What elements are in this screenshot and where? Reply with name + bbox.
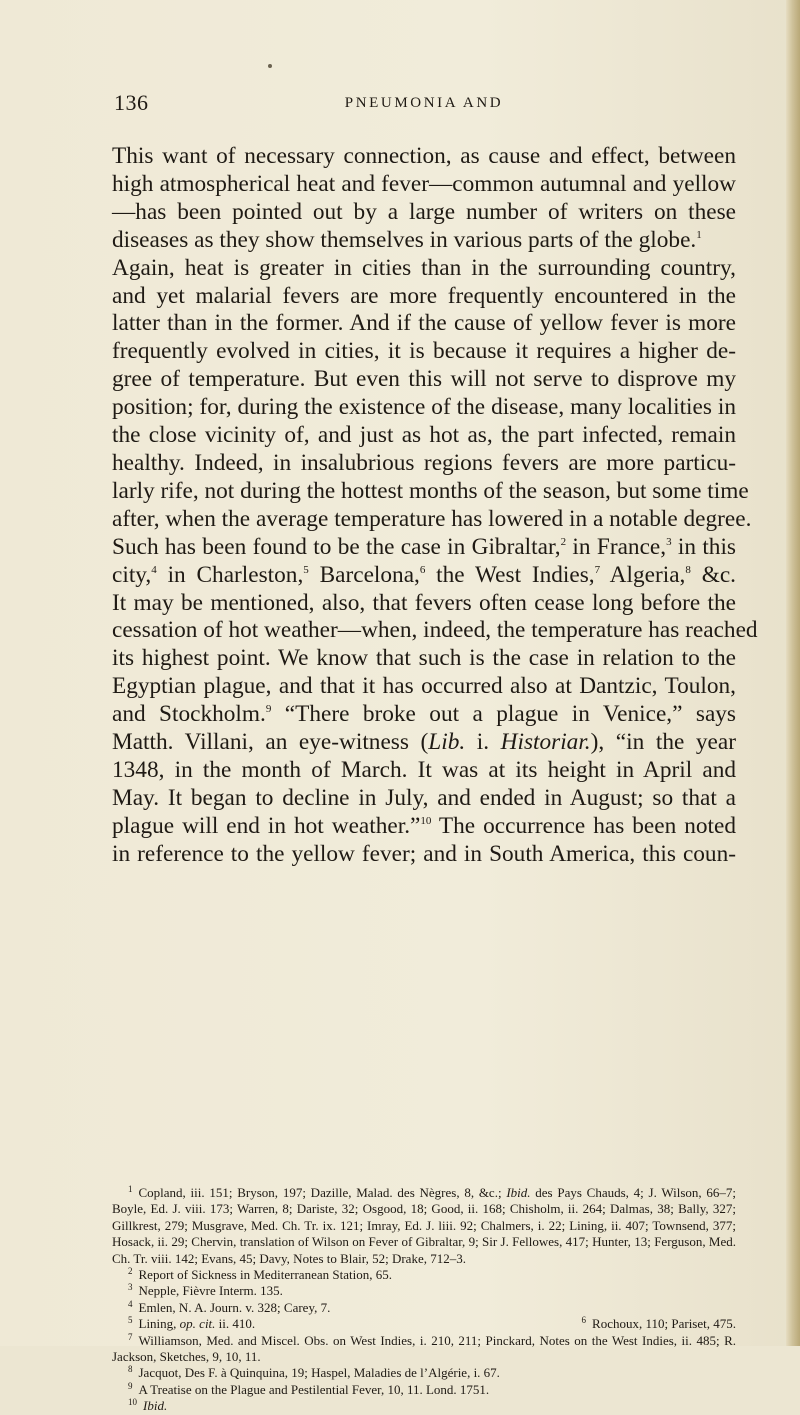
running-head: PNEUMONIA AND — [344, 95, 504, 111]
text-line: and yet malarial fevers are more frequently encountered in the — [112, 282, 736, 309]
text-run: in France, — [566, 533, 667, 560]
footnote-mark: 6 — [581, 1315, 587, 1326]
text-run: Algeria, — [600, 561, 686, 588]
footnote-text: Jacquot, Des F. à Quinquina, 19; Haspel, Maladies de l’Algérie, i. 67. — [138, 1365, 500, 1381]
footnote — [128, 1316, 255, 1332]
text-line: May. It began to decline in July, and ended in August; so that a — [112, 784, 736, 811]
paper-speck — [268, 64, 272, 68]
text-line: its highest point. We know that such is the case in relation to the — [112, 645, 736, 672]
text-line: after, when the average temperature has lowered in a notable degree. — [112, 505, 752, 532]
footnote-mark: 5 — [128, 1315, 133, 1326]
footnote-text: Copland, iii. 151; Bryson, 197; Dazille, Malad. des Nègres, 8, &c.; — [138, 1185, 507, 1200]
footnote-mark: 4 — [128, 1298, 133, 1309]
text-run: diseases as they show themselves in various parts of the globe. — [112, 226, 697, 253]
footnote-text: Nepple, Fièvre Interm. 135. — [138, 1283, 283, 1299]
text-line: It may be mentioned, also, that fevers often cease long before the — [112, 589, 736, 616]
page-number: 136 — [114, 90, 149, 115]
text-line: This want of necessary connection, as cause and effect, between — [112, 143, 736, 169]
footnote-text: Emlen, N. A. Journ. v. 328; Carey, 7. — [138, 1299, 331, 1315]
footnote-ref: 10 — [420, 814, 432, 827]
text-run: city, — [112, 561, 152, 588]
footnote-ref: 8 — [685, 563, 691, 576]
text-line: cessation of hot weather—when, indeed, the temperature has reached — [112, 617, 758, 644]
footnote-mark: 1 — [128, 1184, 133, 1194]
italic-title: Historiar. — [500, 729, 591, 756]
text-run: in Charleston, — [156, 561, 304, 588]
text-line: gree of temperature. But even this will not serve to disprove my — [112, 366, 736, 393]
footnote — [112, 1365, 736, 1381]
text-run: plague will end in hot weather.” — [112, 812, 421, 839]
footnote-ref: 3 — [666, 535, 672, 548]
text-run: in this — [671, 533, 736, 560]
text-line: in reference to the yellow fever; and in South America, this coun- — [112, 840, 736, 867]
text-line: Again, heat is greater in cities than in the surrounding country, — [112, 254, 736, 281]
footnote-mark: 7 — [128, 1331, 133, 1342]
footnote-ref: 6 — [419, 563, 426, 576]
text-run: Such has been found to be the case in Gibraltar, — [112, 533, 561, 560]
footnote-text: Lining, — [138, 1316, 180, 1332]
text-line: Egyptian plague, and that it has occurred also at Dantzic, Toulon, — [112, 673, 736, 700]
text-line — [112, 227, 736, 255]
footnote — [582, 1316, 736, 1332]
footnote-mark: 2 — [128, 1266, 133, 1277]
footnote-mark: 9 — [128, 1380, 133, 1391]
text-line — [112, 729, 736, 757]
footnotes — [112, 1185, 736, 1415]
text-line — [112, 534, 736, 562]
text-line — [112, 701, 736, 729]
text-line: high atmospherical heat and fever—common autumnal and yellow — [112, 170, 736, 197]
footnote — [112, 1333, 736, 1366]
text-run: The occurrence has been noted — [431, 812, 736, 839]
text-run: ), “in the year — [590, 729, 736, 756]
footnote — [112, 1283, 736, 1299]
footnote-ref: 4 — [151, 563, 157, 576]
text-line: healthy. Indeed, in insalubrious regions fevers are more particu- — [112, 449, 736, 476]
text-run: the West Indies, — [425, 561, 595, 588]
footnote-italic: Ibid. — [506, 1185, 531, 1200]
text-run: and Stockholm. — [112, 701, 266, 728]
text-run: Matth. Villani, an eye-witness ( — [112, 729, 429, 756]
text-line: position; for, during the existence of the disease, many localities in — [112, 394, 736, 421]
text-run: “There broke out a plague in Venice,” says — [271, 701, 736, 728]
footnote-ref: 7 — [594, 563, 601, 576]
footnote — [112, 1382, 736, 1398]
footnote — [112, 1398, 736, 1414]
footnote — [112, 1185, 736, 1267]
text-line: larly rife, not during the hottest months of the season, but some time — [112, 477, 749, 504]
footnote-mark: 10 — [128, 1397, 137, 1408]
footnote-ref: 5 — [303, 563, 309, 576]
footnote-text: Rochoux, 110; Pariset, 475. — [592, 1316, 736, 1332]
text-run: Barcelona, — [308, 561, 420, 588]
text-run: &c. — [690, 561, 736, 588]
text-line: frequently evolved in cities, it is because it requires a higher de- — [112, 338, 736, 365]
footnote — [112, 1267, 736, 1283]
text-line: the close vicinity of, and just as hot as, the part infected, remain — [112, 422, 736, 449]
text-run: i. — [465, 729, 501, 756]
italic-title: Lib. — [428, 729, 466, 756]
footnote-italic: Ibid. — [143, 1398, 168, 1414]
text-line: latter than in the former. And if the cause of yellow fever is more — [112, 310, 736, 337]
footnote — [112, 1300, 736, 1316]
body-text — [112, 143, 758, 869]
page-edge — [786, 0, 800, 1346]
footnote-text: des Pays Chauds, 4; J. Wilson, 66–7; Boyle, Ed. J. viii. 173; Warren, 8; Dariste, 32; Osgood, 18; Good, ii. 168; Chisholm, ii. 264; Dalmas, 38; Bally, 327; Gillkrest, 279; Musgrave, Med. Ch. Tr. ix. 121; Imray, Ed. J. liii. 92; Chalmers, i. 22; Lining, ii. 407; Townsend, 377; Hosack, ii. 29; Chervin, translation of Wilson on Fever of Gibraltar, 9; Sir J. Fellowes, 417; Hunter, 13; Ferguson, Med. Ch. Tr. viii. 142; Evans, 45; Davy, Notes to Blair, 52; Drake, 712–3. — [112, 1185, 737, 1266]
text-line — [112, 813, 736, 841]
text-line: 1348, in the month of March. It was at its height in April and — [112, 756, 736, 783]
footnote-ref: 9 — [265, 703, 272, 716]
footnote-text: Williamson, Med. and Miscel. Obs. on West Indies, i. 210, 211; Pinckard, Notes on the West Indies, ii. 485; R. Jackson, Sketches, 9, 10, 11. — [112, 1332, 736, 1365]
footnote-text: Report of Sickness in Mediterranean Station, 65. — [138, 1267, 392, 1283]
footnote-text: A Treatise on the Plague and Pestilential Fever, 10, 11. Lond. 1751. — [138, 1381, 490, 1397]
footnote-mark: 8 — [128, 1364, 133, 1375]
footnote-ref: 2 — [560, 535, 567, 548]
page-header — [112, 90, 736, 120]
footnote-italic: op. cit. — [179, 1316, 216, 1332]
footnote-pair — [112, 1316, 736, 1332]
text-line: —has been pointed out by a large number of writers on these — [112, 198, 736, 225]
footnote-text: ii. 410. — [215, 1316, 256, 1332]
text-line — [112, 562, 736, 590]
footnote-ref: 1 — [696, 228, 702, 241]
footnote-mark: 3 — [128, 1282, 133, 1293]
